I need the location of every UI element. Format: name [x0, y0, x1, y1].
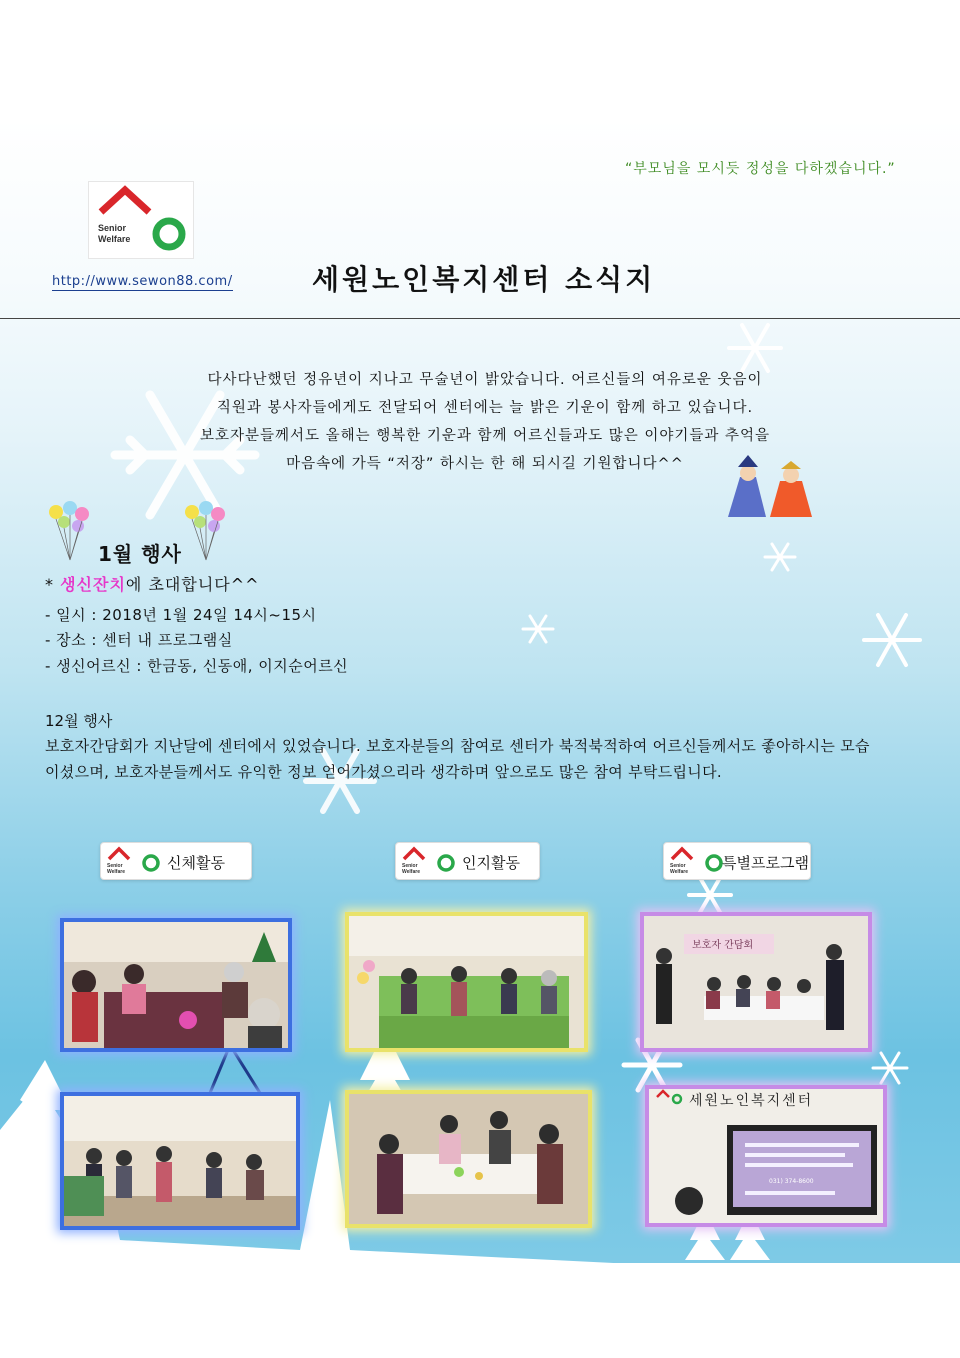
mini-logo-icon — [668, 845, 726, 879]
january-events-heading: 1월 행사 — [98, 542, 182, 566]
photo-special-program-2 — [645, 1085, 887, 1227]
invite-highlight: 생신잔치 — [60, 575, 126, 594]
invite-suffix: 에 초대합니다^^ — [125, 575, 260, 594]
category-label: 특별프로그램 — [722, 854, 809, 872]
center-logo — [88, 181, 194, 259]
intro-line: 다사다난했던 정유년이 지나고 무술년이 밝았습니다. 어르신들의 여유로운 웃음이 — [207, 372, 763, 388]
mini-logo-text-senior: Senior — [670, 863, 686, 869]
snowflake-icon — [860, 610, 924, 670]
logo-text-senior: Senior — [98, 223, 127, 233]
mini-logo-text-welfare: Welfare — [402, 869, 420, 875]
category-label: 신체활동 — [167, 854, 225, 872]
center-sign-text: 세원노인복지센터 — [689, 1093, 814, 1109]
balloons-icon — [44, 500, 96, 562]
event-detail-honorees: - 생신어르신 : 한금동, 신동애, 이지순어르신 — [45, 657, 349, 675]
mini-logo-text-welfare: Welfare — [107, 869, 125, 875]
invite-prefix: * — [45, 575, 61, 594]
photo-cognitive-activity-2 — [345, 1090, 592, 1228]
mini-logo-text-senior: Senior — [107, 863, 123, 869]
website-link[interactable]: http://www.sewon88.com/ — [52, 274, 233, 289]
event-detail-date: - 일시 : 2018년 1월 24일 14시~15시 — [45, 606, 317, 624]
category-physical-activity — [100, 842, 252, 880]
photo-physical-activity-2 — [60, 1092, 300, 1230]
photo-connector — [200, 1045, 270, 1095]
photo-physical-activity-1 — [60, 918, 292, 1052]
snowflake-icon — [870, 1050, 910, 1086]
balloons-icon — [180, 500, 232, 562]
event-detail-place: - 장소 : 센터 내 프로그램실 — [45, 631, 233, 649]
logo-text-welfare: Welfare — [98, 234, 131, 244]
header-divider — [0, 318, 960, 319]
screen-phone-text: 031) 374-8600 — [769, 1178, 814, 1185]
mini-logo-icon — [105, 845, 163, 879]
banner-text: 보호자 간담회 — [692, 940, 754, 951]
category-label: 인지활동 — [462, 854, 520, 872]
intro-line: 보호자분들께서도 올해는 행복한 기운과 함께 어르신들과도 많은 이야기들과 추억을 — [199, 428, 771, 444]
mini-logo-icon — [400, 845, 458, 879]
intro-line: 직원과 봉사자들에게도 전달되어 센터에는 늘 밝은 기운이 함께 하고 있습니다. — [216, 400, 754, 416]
snowflake-icon — [520, 612, 556, 646]
photo-cognitive-activity-1 — [345, 912, 588, 1052]
intro-line: 마음속에 가득 “저장” 하시는 한 해 되시길 기원합니다^^ — [286, 456, 684, 472]
photo-special-program-1 — [640, 912, 872, 1052]
motto-text: “부모님을 모시듯 정성을 다하겠습니다.” — [625, 161, 896, 177]
mini-logo-text-welfare: Welfare — [670, 869, 688, 875]
snowflake-icon — [762, 540, 798, 574]
birthday-invite — [45, 572, 260, 595]
hanbok-couple-illustration — [722, 455, 814, 517]
newsletter-title: 세원노인복지센터 소식지 — [312, 263, 656, 296]
mini-logo-text-senior: Senior — [402, 863, 418, 869]
december-events-heading: 12월 행사 — [45, 712, 113, 730]
category-cognitive-activity — [395, 842, 540, 880]
december-events-body: 보호자간담회가 지난달에 센터에서 있었습니다. 보호자분들의 참여로 센터가 북적북적하여 어르신들께서도 좋아하시는 모습이셨으며, 보호자분들께서도 유익한 정보 얻어가셨으리라 생각하며 앞으로도 많은 참여 부탁드립니다. — [45, 737, 870, 781]
category-special-program — [663, 842, 811, 880]
